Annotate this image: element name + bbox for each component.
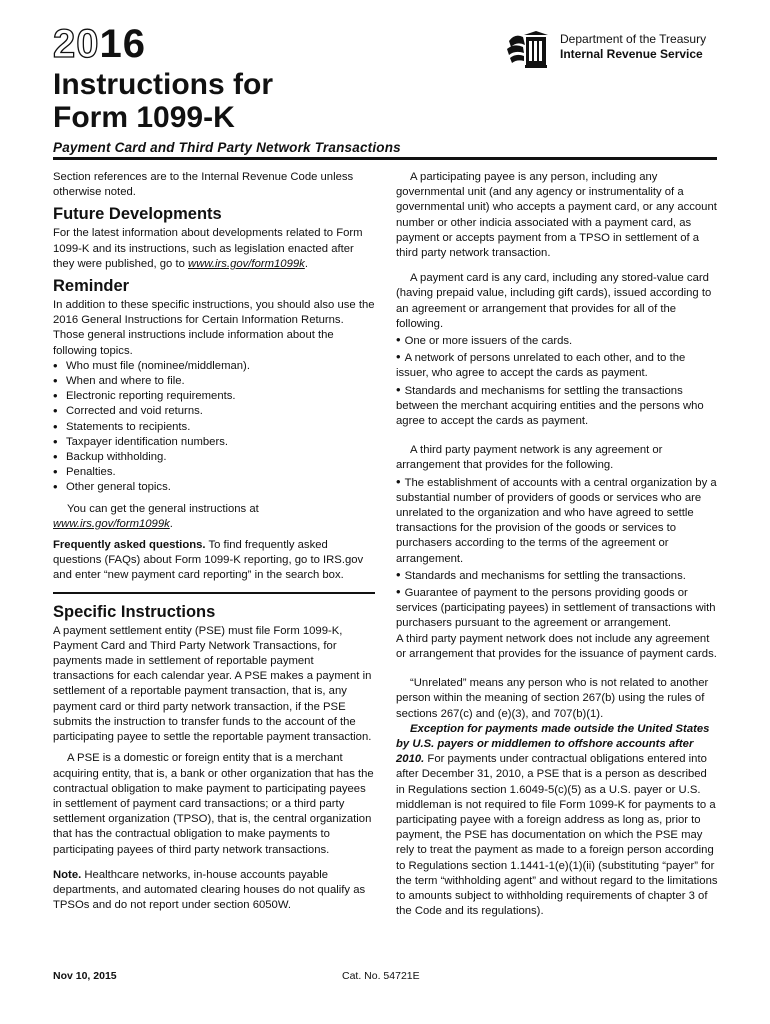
third-party-network-tail: A third party payment network does not include any agreement or arrangement that provides for the issuance of payment cards.: [396, 632, 717, 660]
general-instructions-link[interactable]: www.irs.gov/form1099k: [53, 517, 170, 530]
note-body: Healthcare networks, in-house accounts payable departments, and automated clearing houses do not qualify as TPSOs and do not report under section 6050W.: [53, 868, 366, 912]
page-title: [53, 68, 473, 134]
future-developments-link[interactable]: www.irs.gov/form1099k: [188, 257, 305, 270]
faq-text: [53, 538, 375, 584]
list-item: • Taxpayer identification numbers.: [53, 435, 375, 450]
department-name: Department of the Treasury: [560, 32, 707, 46]
form-year: [53, 21, 146, 67]
title-line-2: Form 1099-K: [53, 101, 235, 134]
future-developments-text: [53, 226, 375, 272]
reminder-heading: Reminder: [53, 277, 130, 296]
list-item: • Standards and mechanisms for settling the transactions.: [396, 566, 686, 582]
third-party-network-paragraph: A third party payment network is any agreement or arrangement that provides for the following.: [396, 444, 663, 472]
list-item: • Guarantee of payment to the persons providing goods or services (participating payees) in settlement of transactions with purchasers pursuant to the agreement or arrangement.: [396, 584, 716, 630]
exception-body: For payments under contractual obligations entered into after December 31, 2010, a PSE that is a person as described in Regulations section 1.6049-5(c)(5) as a U.S. payer or U.S. middleman is not required to file Form 1099-K for payments to a participating payee with a foreign address as long as, prior to payment, the PSE has documentation on which the PSE may rely to treat the payment as made to a foreign person according to Regulations section 1.1441-1(e)(1)(ii) (substituting “payer” for the term “withholding agent” and without regard to the limitations to amounts subject to withholding requirements of chapter 3 of the Code and its regulations).: [396, 753, 718, 918]
list-item-text: A network of persons unrelated to each other, and to the issuer, who agree to accept the cards as payment.: [396, 352, 686, 380]
list-item-text: One or more issuers of the cards.: [404, 335, 573, 348]
note-text: [53, 868, 375, 914]
list-item-text: The establishment of accounts with a central organization by a substantial number of providers of goods or services who are unrelated to the organization and who have agreed to settle transactions for the provision of the goods or services to purchasers according to the terms of the agreement or arrangement.: [396, 476, 717, 565]
specific-instructions-heading: Specific Instructions: [53, 602, 216, 621]
intro-text: Section references are to the Internal Revenue Code unless otherwise noted.: [53, 171, 354, 199]
list-item: • Electronic reporting requirements.: [53, 389, 375, 404]
footer-catalog-number: Cat. No. 54721E: [342, 970, 420, 982]
list-item: • Who must file (nominee/middleman).: [53, 359, 375, 374]
list-item: • One or more issuers of the cards.: [396, 332, 573, 348]
period: .: [169, 517, 173, 530]
section-divider: [53, 592, 375, 594]
header-rule: [53, 157, 717, 160]
list-item-text: Standards and mechanisms for settling the transactions between the merchant acquiring entities and the persons who agree to accept the cards as payment.: [396, 384, 704, 428]
specific-paragraph-1: A payment settlement entity (PSE) must file Form 1099-K, Payment Card and Third Party Network Transactions, for payments made in settlement of reportable payment transactions for each calendar year. A PSE makes a payment in settlement of a reportable payment transaction, that is, any payment card or third party network transaction, if the PSE submits the instruction to transfer funds to the account of the participating payee to settle the reportable payment transaction.: [53, 624, 372, 744]
specific-paragraph-2: A PSE is a domestic or foreign entity that is a merchant acquiring entity, that is, a bank or other organization that has the contractual obligation to make payment to participating payees in settlement of payment card transactions; or a third party settlement organization (TPSO), that is, the central organization that has the contractual obligation to make payments to participating payees of third party network transactions.: [53, 752, 374, 856]
year-outline: 20: [53, 22, 100, 66]
footer-date: Nov 10, 2015: [53, 970, 117, 982]
agency-block: [505, 27, 725, 77]
unrelated-paragraph: “Unrelated” means any person who is not related to another person within the meaning of section 267(b) using the rules of sections 267(c) and (e)(3), and 707(b)(1).: [396, 677, 709, 720]
list-item-text: Guarantee of payment to the persons providing goods or services (participating payees) in settlement of transactions with purchasers pursuant to the agreement or arrangement.: [396, 587, 716, 630]
note-label: Note.: [53, 868, 82, 881]
right-column: [396, 170, 718, 919]
agency-name: Internal Revenue Service: [560, 47, 703, 61]
list-item: • When and where to file.: [53, 374, 375, 389]
list-item: • Penalties.: [53, 465, 375, 480]
reminder-text: In addition to these specific instructions, you should also use the 2016 General Instructions for Certain Information Returns. Those general instructions include information about the following topics.: [53, 299, 375, 357]
title-line-1: Instructions for: [53, 68, 274, 101]
period: .: [304, 257, 308, 270]
list-item: • The establishment of accounts with a central organization by a substantial number of providers of goods or services who are unrelated to the organization and who have agreed to settle transactions for the provision of the goods or services to purchasers according to the terms of the agreement or arrangement.: [396, 473, 717, 565]
list-item: • Backup withholding.: [53, 450, 375, 465]
year-solid: 16: [99, 22, 146, 66]
exception-paragraph: [396, 722, 718, 920]
future-text: For the latest information about developments related to Form 1099-K and its instructions, such as legislation enacted after they were published, go to: [53, 227, 363, 270]
general-text: You can get the general instructions at: [67, 502, 259, 515]
list-item: • Standards and mechanisms for settling the transactions between the merchant acquiring entities and the persons who agree to accept the cards as payment.: [396, 381, 704, 428]
participating-payee-paragraph: A participating payee is any person, including any governmental unit (and any agency or instrumentality of a governmental unit) who accepts a payment card, or any account number or other indicia associated with a payment card, as payment or accepts payment from a TPSO in settlement of a third party network transaction.: [396, 171, 717, 260]
irs-eagle-logo-icon: [505, 31, 551, 71]
faq-body: To find frequently asked questions (FAQs) about Form 1099-K reporting, go to IRS.gov and enter “new payment card reporting” in the search box.: [53, 539, 364, 582]
faq-label: Frequently asked questions.: [53, 539, 206, 552]
future-developments-heading: Future Developments: [53, 205, 222, 224]
list-item-text: Standards and mechanisms for settling the transactions.: [404, 569, 686, 582]
left-column: [53, 170, 375, 913]
list-item: • A network of persons unrelated to each other, and to the issuer, who agree to accept the cards as payment.: [396, 349, 686, 380]
topics-list: [53, 359, 375, 496]
list-item: • Corrected and void returns.: [53, 404, 375, 419]
list-item: • Statements to recipients.: [53, 420, 375, 435]
payment-card-paragraph: A payment card is any card, including any stored-value card (having prepaid value, including gift cards), issued according to an agreement or arrangement that provides for all of the following.: [396, 272, 712, 330]
payment-card-list: [396, 332, 718, 429]
general-instructions-text: [53, 502, 375, 532]
exception-label: Exception for payments made outside the United States by U.S. payers or middlemen to offshore accounts after 2010.: [396, 722, 710, 766]
form-subtitle: Payment Card and Third Party Network Transactions: [53, 140, 401, 155]
third-party-network-list: [396, 474, 718, 632]
list-item: • Other general topics.: [53, 480, 375, 495]
